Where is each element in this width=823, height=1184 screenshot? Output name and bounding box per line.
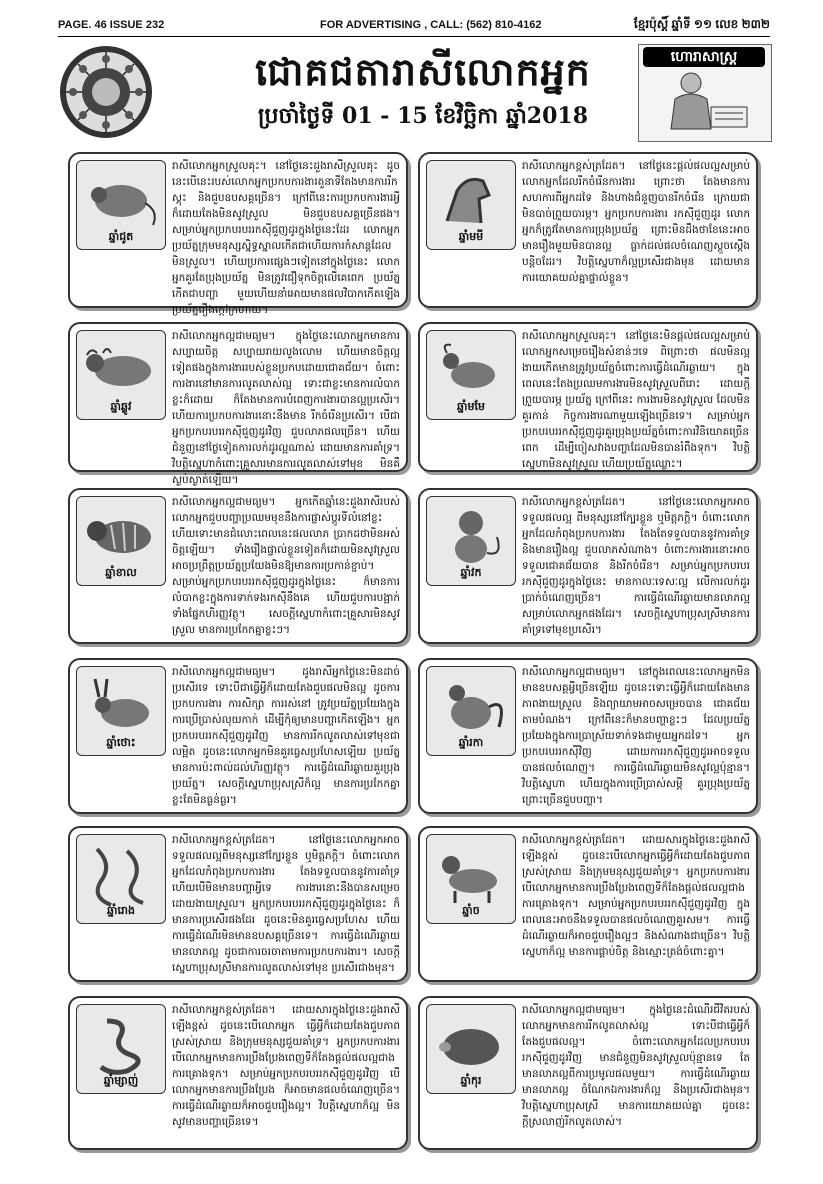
horoscope-text: រាសីលោកអ្នកស្រួលគុះ។ នៅថ្ងៃនេះមិនផ្ដល់ផលល្អសម្រាប់លោកអ្នកសម្រេចរឿងសំខាន់ៗទេ ពិព្រោះថា ផលមិនល្អងាយកើតមានត្រូវប្រយ័ត្នចំពោះការធ្វើដំណើរឆ្ងាយ។ ក្នុងពេលនេះតែងប្រឈមការងារមិនសូវស្រួលពីរោះ ដោយក្ដីព្រួយបារម្ភ ប្រយ័ត្ន ក្រៅពីនេះ ការងារមិនសូវស្រួល ដែលមិនគួរកាន់ កិច្ចការងារណាមួយឡើងច្រើនទេ។ សម្រាប់អ្នកប្រកបរបររកស៊ីជួញដូរគួរប្រុងប្រយ័ត្នចំពោះការវិនិយោគច្រើនពេក ដើម្បីចៀសវាងបញ្ហាដែលមិនបានរំពឹងទុក។ វិបត្តិស្នេហាមិនសូវស្រួល ហើយប្រយ័ត្នឈ្លោះ។ xyxy=(522,330,750,470)
page-title: ជោគជតារាសីលោកអ្នក xyxy=(255,49,591,94)
monkey-sign-image xyxy=(426,496,516,586)
horoscope-card-dog xyxy=(418,826,758,982)
sign-label: ឆ្នាំខាល xyxy=(105,566,137,579)
sign-label: ឆ្នាំមមែ xyxy=(457,400,485,413)
horoscope-card-ox xyxy=(68,322,408,486)
horoscope-card-goat xyxy=(418,322,758,472)
horse-sign-image xyxy=(426,160,516,250)
sign-label: ឆ្នាំរកា xyxy=(458,736,484,749)
horoscope-card-horse xyxy=(418,152,758,308)
horoscope-card-pig xyxy=(418,996,758,1150)
rooster-sign-image xyxy=(426,666,516,756)
horoscope-text: រាសីលោកអ្នកល្អជាមធ្យម។ ក្នុងថ្ងៃនេះដំណើរជីវិតរបស់លោកអ្នកមានការរីកលូតលាស់ល្អ ទោះបីជាធ្វើអ្វីក៏តែងជួបផលល្អ។ ចំពោះលោកអ្នកដែលប្រកបរបររកស៊ីជួញដូរវិញ មានជំនួញមិនសូវស្រួលប៉ុន្មានទេ តែមានលាភល្អពីការប្រមូលផលមួយ។ ការធ្វើដំណើរឆ្ងាយមានលាភល្អ ចំណែកឯការងារក៏ល្អ និងប្រសើរជាងមុន។ វិបត្តិស្នេហាប្រុសស្រី មានការយោគយល់គ្នា ដូចនេះក្ដីស្រលាញ់រីកលូតលាស់។ xyxy=(522,1004,750,1128)
masthead: ខ្មែរប៉ុស្ដិ៍ ឆ្នាំទី ១១ លេខ ២៣២ xyxy=(633,17,770,31)
horoscope-text: រាសីលោកអ្នកខ្ពស់ត្រដែត។ នៅថ្ងៃនេះផ្ដល់ផលល្អសម្រាប់លោកអ្នកដែលរីកចំរើនការងារ ព្រោះថា តែងមានការសហការពីអ្នកដទៃ និងហាងជំនួញបានរីកចំរើន ក្រោយជាមិនបាច់ព្រួយបារម្ភ។ អ្នកប្រកបការងារ រកស៊ីជួញដូរ លោកអ្នកក៏ត្រូវតែមានការប្រុងប្រយ័ត្ន ព្រោះមិនដឹងថាខែនេះអាចមានរឿងមួយមិនបានល្អ ធ្លាក់ដល់ផលចំណេញស្តួចស្តើងបន្តិចដែរ។ វិបត្តិស្នេហាក៏ល្អប្រសើរជាងមុន ដោយមានការយោគយល់គ្នាផ្ទាល់ខ្លួន។ xyxy=(522,160,750,284)
sign-label: ឆ្នាំថោះ xyxy=(106,736,136,749)
sign-label: ឆ្នាំម្សាញ់ xyxy=(103,1074,139,1087)
sign-label: ឆ្នាំឆ្លូវ xyxy=(110,400,132,413)
astrologer-illustration xyxy=(638,44,772,142)
page-issue: PAGE. 46 ISSUE 232 xyxy=(58,19,165,31)
horoscope-text: រាសីលោកអ្នកខ្ពស់ត្រដែត។ នៅថ្ងៃនេះលោកអ្នកអាចទទួលផលល្អពីមនុស្សនៅក្បែរខ្លួន ឬមិត្តភក្ដិ។ ចំពោះលោកអ្នកដែលកំពុងប្រកបការងារ តែងទទួលបាននូវការគាំទ្រ ហើយបើមិនមានបញ្ហាអ្វីទេ ការងារនោះនឹងបានសម្រេចដោយងាយស្រួល។ អ្នកប្រកបរបររកស៊ីជួញដូរក្នុងថ្ងៃនេះ ក៏មានការប្រសើរផងដែរ ដូចនេះមិនគួរធ្វេសប្រហែស ហើយការធ្វើដំណើរមិនមានឧបសគ្គច្រើនទេ។ ការធ្វើដំណើរឆ្ងាយមានលាភល្អ ដូចជាការចរចាតាមការប្រកបការងារ។ សេចក្ដីស្នេហាប្រុសស្រីមានការលូតលាស់ទៅមុខ ប្រសើរជាងមុន។ xyxy=(172,834,400,974)
horoscope-text: រាសីលោកអ្នកល្អជាមធ្យម។ អ្នកកើតឆ្នាំនេះដួងរាសីរបស់លោកអ្នកជួបបញ្ហាប្រឈមមុខនឹងការផ្លាស់ប្ដូរទីលំនៅខ្លះ ហើយទោះមានជំលោះពេលនេះផលលាភ ប្រាកដថាមិនអស់ចិត្តឡើយ។ ទាំងរឿងផ្ទាល់ខ្លួនទៀតក៏ដោយមិនសូវស្រួល អាចប្រព្រឹត្តប្រយ័ត្នប្រយែងមិនឱ្យមានការប្រកាន់ខ្ជាប់។ សម្រាប់អ្នកប្រកបរបររកស៊ីជួញដូរក្នុងថ្ងៃនេះ ក៏មានការលំបាកខ្លះក្នុងការទាក់ទងរកស៊ីនឹងគេ ហើយជួបការបង្អាក់ទាំងផ្នែកហិរញ្ញវត្ថុ។ សេចក្ដីស្នេហាកំពោះគ្រួសារមិនសូវស្រួល មានការប្រកែកគ្នាខ្លះៗ។ xyxy=(172,496,400,636)
advertising-line: FOR ADVERTISING , CALL: (562) 810-4162 xyxy=(320,19,542,31)
ox-sign-image xyxy=(76,330,166,420)
dragon-sign-image xyxy=(76,834,166,924)
astrology-label: ហោរាសាស្ត្រ xyxy=(643,47,765,67)
horoscope-card-rabbit xyxy=(68,658,408,814)
sign-label: ឆ្នាំជូត xyxy=(108,230,134,243)
pig-sign-image xyxy=(426,1004,516,1094)
tiger-sign-image xyxy=(76,496,166,586)
horoscope-text: រាសីលោកអ្នកខ្ពស់ត្រដែត។ ដោយសារក្នុងថ្ងៃនេះដួងរាសីឡើងខ្ពស់ ដូចនេះបើលោកអ្នក ធ្វើអ្វីក៏ដោយតែងជួបភាពស្រស់ស្រាយ និងក្រុមមនុស្សជួយគាំទ្រ។ អ្នកប្រកបការងារ បើលោកអ្នកមានការប្រឹងប្រែងពេញទីក៏តែងផ្ដល់ផលល្អជាងការគ្រោងទុក។ សម្រាប់អ្នកប្រកបរបររកស៊ីជួញដូរវិញ បើលោកអ្នកមានការប្រឹងប្រែង ក៏អាចមានផលចំណេញច្រើន។ ការធ្វើដំណើរឆ្ងាយក៏អាចជួបរឿងល្អ។ វិបត្តិស្នេហាក៏ល្អ មិនសូវមានបញ្ហាច្រើនទេ។ xyxy=(172,1004,400,1128)
horoscope-card-snake xyxy=(68,996,408,1150)
horoscope-text: រាសីលោកអ្នកខ្ពស់ត្រដែត។ ដោយសារក្នុងថ្ងៃនេះដួងរាសីឡើងខ្ពស់ ដូចនេះបើលោកអ្នកធ្វើអ្វីក៏ដោយតែងជួបភាពស្រស់ស្រាយ និងក្រុមមនុស្សជួយគាំទ្រ។ អ្នកប្រកបការងារ បើលោកអ្នកមានការប្រឹងប្រែងពេញទីក៏តែងផ្ដល់ផលល្អជាងការគ្រោងទុក។ សម្រាប់អ្នកប្រកបរបររកស៊ីជួញដូរវិញ ក្នុងពេលនេះអាចនឹងទទួលបានផលចំណេញគួរសម។ ការធ្វើដំណើរឆ្ងាយក៏អាចជួបរឿងល្អៗ និងសំណាងជាច្រើន។ វិបត្តិស្នេហាក៏ល្អ មានការផ្គាប់ចិត្ត និងស្មោះត្រង់ចំពោះគ្នា។ xyxy=(522,834,750,958)
horoscope-text: រាសីលោកអ្នកល្អជាមធ្យម។ ក្នុងថ្ងៃនេះលោកអ្នកមានការសប្បាយចិត្ត សប្បាយរាយលួងលោម ហើយមានចិត្តល្អទៀតផងក្នុងការងាររបស់ខ្លួនប្រកបដោយជោគជ័យ។ ចំពោះការងារនៅមានការលូតលាស់ល្អ ទោះជាខ្លះមានការលំបាកខ្លះក៏ដោយ ក៏តែងមានការបំពេញការងារបានល្អប្រសើរ។ ហើយការប្រកបការងារនោះនឹងមាន រីកចំរើនប្រសើរ។ បើជាអ្នកប្រកបរបររកស៊ីជួញដូរវិញ ជួបលាភផលច្រើន។ ហើយជំនួញនៅថ្ងៃទៀតការលក់ដូរល្អណាស់ ដោយមានការគាំទ្រ។ វិបត្តិស្នេហាកំពោះគ្រួសារមានការលូតលាស់ទៅមុខ មិនគឺស្ងប់ស្ងាត់ឡើយ។ xyxy=(172,330,400,486)
sign-label: ឆ្នាំវក xyxy=(460,566,482,579)
horoscope-text: រាសីលោកអ្នកល្អជាមធ្យម។ នៅក្នុងពេលនេះលោកអ្នកមិនមានឧបសគ្គអ្វីច្រើនឡើយ ដូចនេះទោះធ្វើអ្វីក៏ដោយតែងមានភាពងាយស្រួល និងព្យាយាមអាចសម្រេចបាន ជោគជ័យតាមបំណង។ ក្រៅពីនេះក៏មានបញ្ហាខ្លះៗ ដែលប្រយ័ត្នប្រយែងក្នុងការប្រាស្រ័យទាក់ទងជាមួយអ្នកដទៃ។ អ្នកប្រកបរបររកស៊ីវិញ ដោយការរកស៊ីជួញដូរអាចទទួលបានផលចំណេញ។ ការធ្វើដំណើរឆ្ងាយមិនសូវល្អប៉ុន្មាន។ វិបត្តិស្នេហា ហើយក្នុងការប្រើប្រាស់សម្ដី គួរប្រុងប្រយ័ត្ន ព្រោះច្រើនជួបបញ្ហា។ xyxy=(522,666,750,806)
astrologer-icon xyxy=(645,69,765,137)
horoscope-card-tiger xyxy=(68,488,408,644)
zodiac-wheel-icon xyxy=(58,44,154,140)
top-bar xyxy=(58,14,770,37)
rat-sign-image xyxy=(76,160,166,250)
sign-label: ឆ្នាំរោង xyxy=(107,904,135,917)
sign-label: ឆ្នាំច xyxy=(462,904,480,917)
rabbit-sign-image xyxy=(76,666,166,756)
horoscope-card-monkey xyxy=(418,488,758,644)
horoscope-text: រាសីលោកអ្នកល្អជាមធ្យម។ ដូងរាសីអ្នកថ្ងៃនេះមិនដាច់ប្រសើរទេ ទោះបីជាធ្វើអ្វីក៏ដោយតែងជួបផលមិនល្អ ដូចការប្រកបការងារ ការសិក្សា ការរស់នៅ ត្រូវប្រយ័ត្នប្រយែងក្នុងការប្រើប្រាស់លុយកាក់ ដើម្បីកុំឲ្យមានបញ្ហាកើតឡើង។ អ្នកប្រកបរបររកស៊ីជួញដូរវិញ មានការរីកលូតលាស់ទៅមុខជាលម្អិត ដូចនេះលោកអ្នកមិនគួរធ្វេសប្រហែសឡើយ ប្រយ័ត្នមានការប៉ះពាល់ដល់ហិរញ្ញវត្ថុ។ ការធ្វើដំណើរឆ្ងាយគួរប្រុងប្រយ័ត្ន។ សេចក្ដីស្នេហាប្រុសស្រីក៏ល្អ មានការប្រកែកគ្នាខ្លះតែមិនធ្ងន់ធ្ងរ។ xyxy=(172,666,400,806)
snake-sign-image xyxy=(76,1004,166,1094)
horoscope-text: រាសីលោកអ្នកស្រួលគុះ។ នៅថ្ងៃនេះដួងរាសីស្រួលគុះ ដូចនេះបើនេះរបស់លោកអ្នកប្រកបការងារតួនាទីតែងមានការរីកស្គុះ និងជួបឧបសគ្គច្រើន។ ក្រៅពីនេះការប្រកបការងារអ្វីក៏ដោយតែងមិនសូវស្រួល មិនជួបឧបសគ្គច្រើនផង។ សម្រាប់អ្នកប្រកបរបររកស៊ីជួញដូរក្នុងថ្ងៃនេះដែរ លោកអ្នកប្រយ័ត្នក្រុមមនុស្សស្និទ្ធស្នាលកើតជាហើយការកំសាន្តដែលមិនស្រួល។ ហើយប្រការផ្សេងៗទៀតនៅក្នុងថ្ងៃនេះ លោកអ្នកគួរតែប្រុងប្រយ័ត្ន មិនត្រូវជឿទុកចិត្តលើគេពេក ប្រយ័ត្នកើតជាបញ្ហា មួយហើយនាំអោយមានផលវិបាកកើតឡើង ប្រយ័ត្នរឿងក្ដៅក្រហាយ។ xyxy=(172,160,400,316)
sign-label: ឆ្នាំមមី xyxy=(458,230,484,243)
page-subtitle: ប្រចាំថ្ងៃទី 01 - 15 ខែវិច្ឆិកា ឆ្នាំ2018 xyxy=(257,103,589,129)
horoscope-text: រាសីលោកអ្នកខ្ពស់ត្រដែត។ នៅថ្ងៃនេះលោកអ្នកអាចទទួលផលល្អ ពីមនុស្សនៅក្បែរខ្លួន ឬមិត្តភក្ដិ។ ចំពោះលោកអ្នកដែលកំពុងប្រកបការងារ តែងតែទទួលបាននូវការគាំទ្រ និងមានរឿងល្អ ជួបលាភសំណាង។ ចំពោះការងារនោះអាចទទួលជោគជ័យបាន និងរីកចំរើន។ សម្រាប់អ្នកប្រកបរបររកស៊ីជួញដូរក្នុងថ្ងៃនេះ មានកាលៈទេសៈល្អ លើការលក់ដូរ ប្រាក់ចំណេញច្រើន។ ការធ្វើដំណើរឆ្ងាយមានលាភល្អសម្រាប់លោកអ្នកផងដែរ។ សេចក្ដីស្នេហាប្រុសស្រីមានការគាំទ្រទៅមុខប្រសើរ។ xyxy=(522,496,750,636)
horoscope-card-rat xyxy=(68,152,408,316)
horoscope-card-rooster xyxy=(418,658,758,814)
horoscope-card-dragon xyxy=(68,826,408,982)
dog-sign-image xyxy=(426,834,516,924)
page-header xyxy=(58,40,770,140)
sign-label: ឆ្នាំកុរ xyxy=(460,1074,482,1087)
goat-sign-image xyxy=(426,330,516,420)
